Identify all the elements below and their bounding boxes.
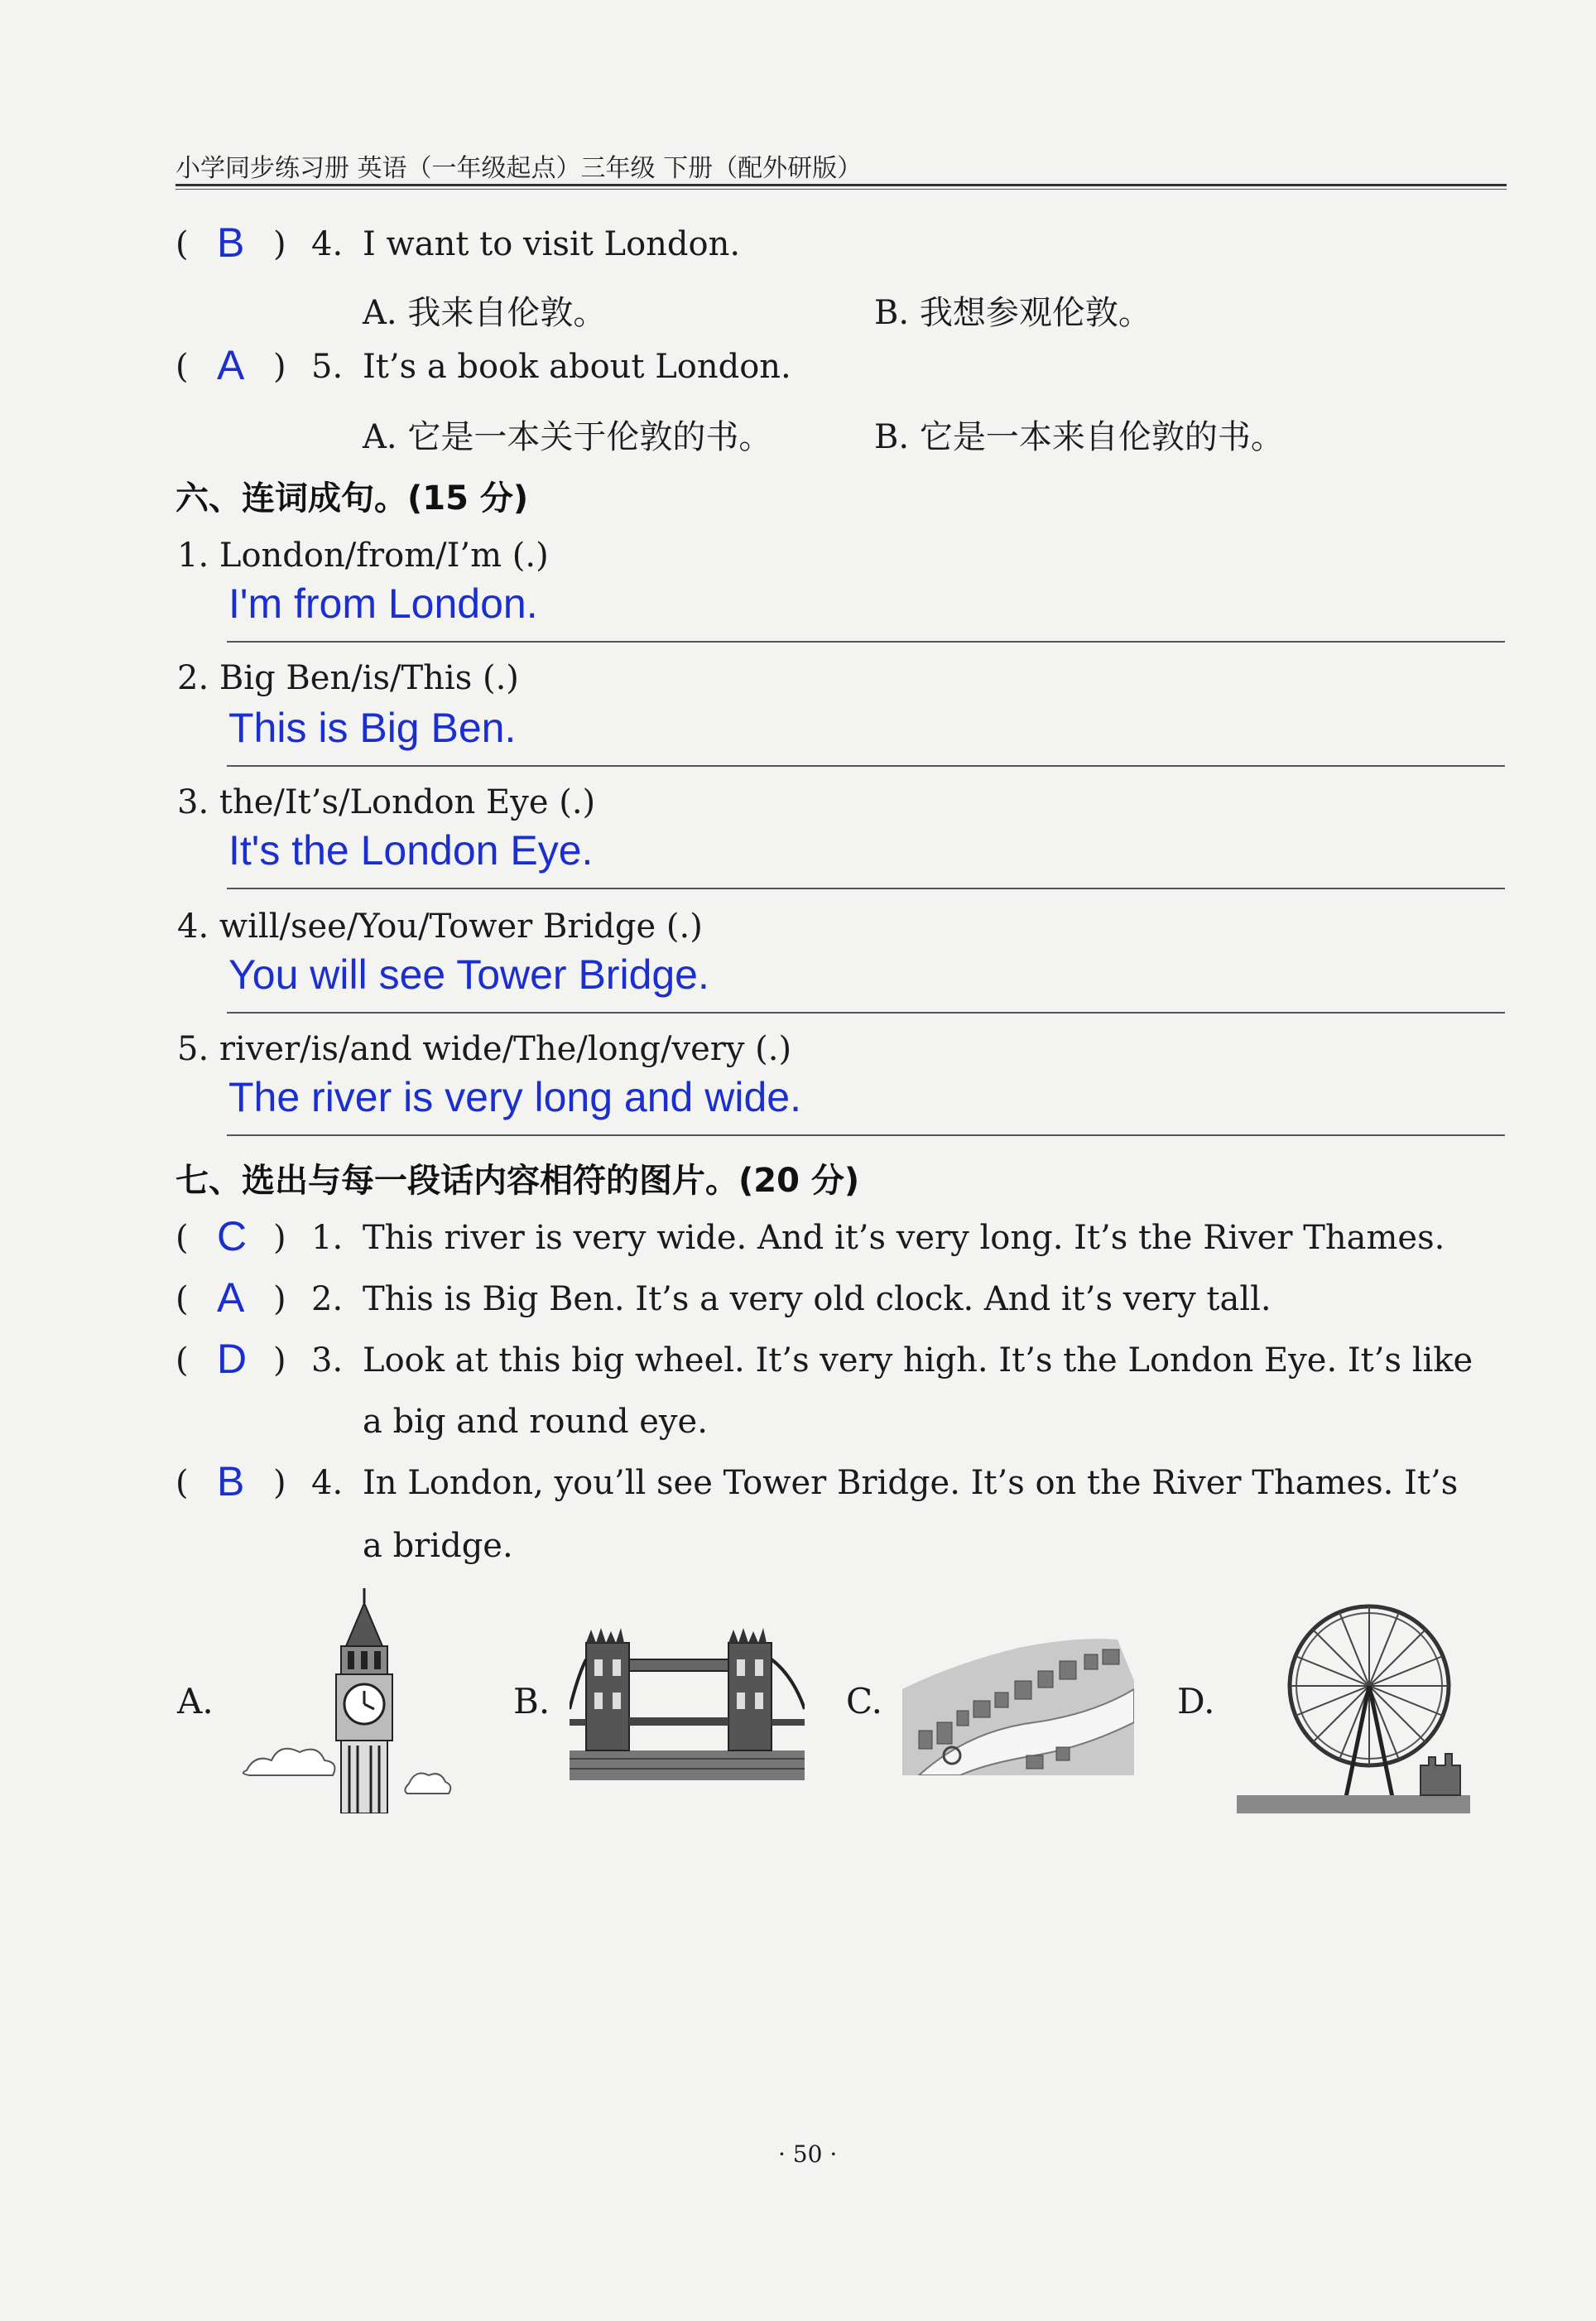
sentence-answer: You will see Tower Bridge. <box>228 951 709 998</box>
question-number: 2. <box>311 1280 344 1318</box>
paren-open: ( <box>175 348 189 386</box>
paren-close: ) <box>273 1280 286 1318</box>
paren-open: ( <box>175 1341 189 1380</box>
paren-open: ( <box>175 1464 189 1502</box>
picture-label-c: C. <box>846 1681 882 1721</box>
paren-open: ( <box>175 225 189 263</box>
page-header-title: 小学同步练习册 英语（一年级起点）三年级 下册（配外研版） <box>175 154 863 183</box>
tower-bridge-icon <box>570 1626 805 1780</box>
sentence-answer: It's the London Eye. <box>228 827 594 874</box>
answer-mark: D <box>217 1336 248 1382</box>
london-eye-icon <box>1237 1588 1470 1813</box>
sentence-answer: I'm from London. <box>228 580 538 627</box>
answer-line <box>227 765 1505 767</box>
question-number: 5. <box>311 348 344 386</box>
header-rule-thin <box>175 189 1507 190</box>
section-title-6: 六、连词成句。(15 分) <box>175 479 529 518</box>
picture-label-d: D. <box>1177 1681 1215 1721</box>
paren-close: ) <box>273 348 286 386</box>
question-text-cont: a bridge. <box>363 1527 513 1565</box>
answer-mark: C <box>217 1213 248 1259</box>
question-number: 3. <box>311 1341 344 1380</box>
answer-mark: B <box>217 219 245 266</box>
answer-mark: A <box>217 1274 245 1321</box>
option-a: A. 我来自伦敦。 <box>363 294 607 332</box>
sentence-prompt: 1. London/from/I’m (.) <box>177 537 549 575</box>
sentence-prompt: 3. the/It’s/London Eye (.) <box>177 783 596 821</box>
sentence-prompt: 5. river/is/and wide/The/long/very (.) <box>177 1030 792 1068</box>
answer-line <box>227 1012 1505 1014</box>
page-number: · 50 · <box>778 2140 838 2168</box>
answer-mark: A <box>217 342 245 388</box>
big-ben-icon <box>240 1588 455 1813</box>
sentence-answer: This is Big Ben. <box>228 705 517 751</box>
sentence-prompt: 4. will/see/You/Tower Bridge (.) <box>177 908 703 946</box>
question-number: 4. <box>311 1464 344 1502</box>
option-a: A. 它是一本关于伦敦的书。 <box>363 418 772 456</box>
section-title-7: 七、选出与每一段话内容相符的图片。(20 分) <box>175 1162 860 1200</box>
question-text: This river is very wide. And it’s very long. It’s the River Thames. <box>363 1219 1445 1257</box>
answer-line <box>227 641 1505 643</box>
answer-line <box>227 1134 1505 1136</box>
answer-line <box>227 888 1505 889</box>
paren-open: ( <box>175 1219 189 1257</box>
paren-close: ) <box>273 1219 286 1257</box>
question-text: In London, you’ll see Tower Bridge. It’s on the River Thames. It’s <box>363 1464 1459 1502</box>
paren-close: ) <box>273 225 286 263</box>
header-rule <box>175 184 1507 186</box>
question-number: 1. <box>311 1219 344 1257</box>
sentence-prompt: 2. Big Ben/is/This (.) <box>177 659 519 697</box>
answer-mark: B <box>217 1458 245 1505</box>
question-text-cont: a big and round eye. <box>363 1403 708 1441</box>
question-text: It’s a book about London. <box>363 348 791 386</box>
question-text: I want to visit London. <box>363 225 741 263</box>
picture-label-a: A. <box>177 1681 214 1721</box>
paren-close: ) <box>273 1464 286 1502</box>
sentence-answer: The river is very long and wide. <box>228 1074 801 1120</box>
option-b: B. 我想参观伦敦。 <box>874 294 1151 332</box>
question-text: Look at this big wheel. It’s very high. It’s the London Eye. It’s like <box>363 1341 1473 1380</box>
question-text: This is Big Ben. It’s a very old clock. And it’s very tall. <box>363 1280 1272 1318</box>
paren-open: ( <box>175 1280 189 1318</box>
picture-label-b: B. <box>513 1681 550 1721</box>
question-number: 4. <box>311 225 344 263</box>
paren-close: ) <box>273 1341 286 1380</box>
river-thames-icon <box>902 1631 1134 1775</box>
option-b: B. 它是一本来自伦敦的书。 <box>874 418 1284 456</box>
